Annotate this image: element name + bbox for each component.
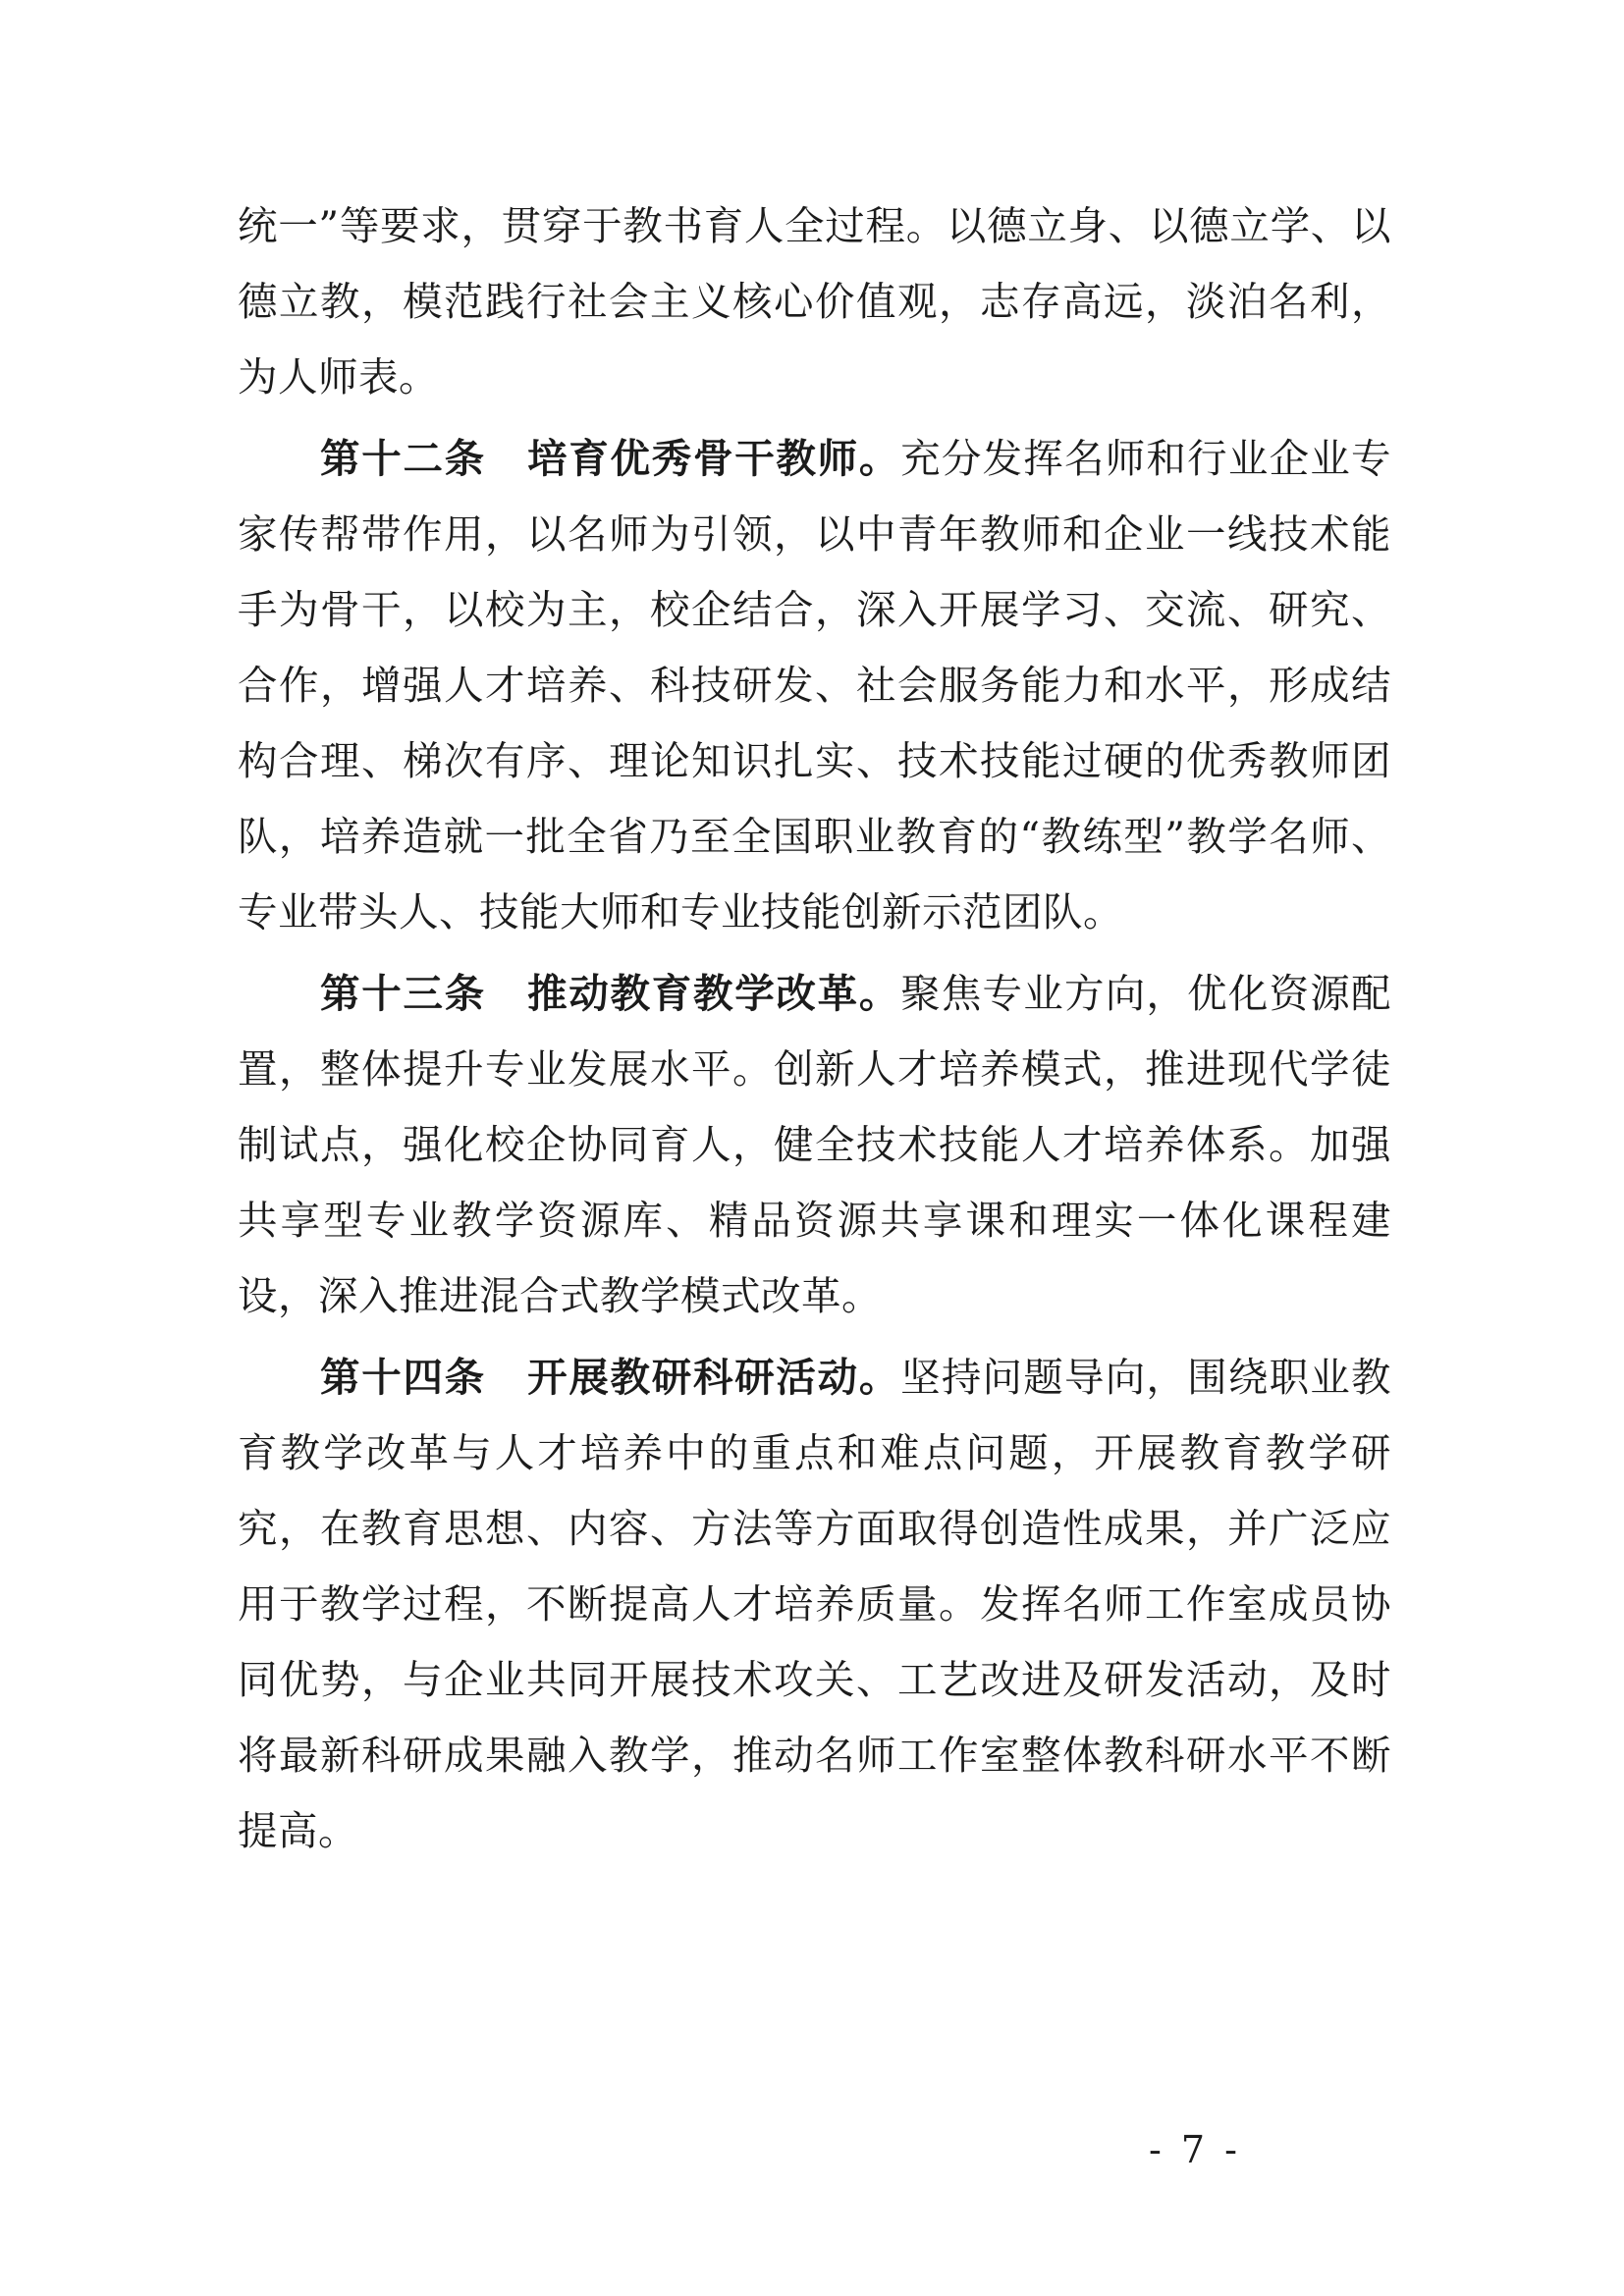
article-thirteen-heading: 第十三条 推动教育教学改革。 — [320, 970, 901, 1017]
article-twelve-text: 充分发挥名师和行业企业专家传帮带作用，以名师为引领，以中青年教师和企业一线技术能手为骨干，以校为主，校企结合，深入开展学习、交流、研究、合作，增强人才培养、科技研发、社会服务能力和水平，形成结构合理、梯次有序、理论知识扎实、技术技能过硬的优秀教师团队，培养造就一批全省乃至全国职业教育的“教练型”教学名师、专业带头人、技能大师和专业技能创新示范团队。 — [238, 435, 1392, 935]
paragraph-continuation — [238, 188, 1391, 415]
article-twelve — [238, 421, 1391, 950]
article-fourteen-heading: 第十四条 开展教研科研活动。 — [320, 1354, 901, 1401]
article-fourteen — [238, 1340, 1391, 1869]
article-twelve-heading: 第十二条 培育优秀骨干教师。 — [320, 435, 901, 482]
page-number-value: - 7 - — [1148, 2128, 1241, 2171]
paragraph-text: 统一”等要求，贯穿于教书育人全过程。以德立身、以德立学、以德立教，模范践行社会主义核心价值观，志存高远，淡泊名利，为人师表。 — [238, 202, 1391, 400]
article-thirteen — [238, 956, 1391, 1334]
page-number — [0, 2128, 1624, 2171]
article-fourteen-text: 坚持问题导向，围绕职业教育教学改革与人才培养中的重点和难点问题，开展教育教学研究，在教育思想、内容、方法等方面取得创造性成果，并广泛应用于教学过程，不断提高人才培养质量。发挥名师工作室成员协同优势，与企业共同开展技术攻关、工艺改进及研发活动，及时将最新科研成果融入教学，推动名师工作室整体教科研水平不断提高。 — [238, 1354, 1392, 1854]
article-thirteen-text: 聚焦专业方向，优化资源配置，整体提升专业发展水平。创新人才培养模式，推进现代学徒制试点，强化校企协同育人，健全技术技能人才培养体系。加强共享型专业教学资源库、精品资源共享课和理实一体化课程建设，深入推进混合式教学模式改革。 — [238, 970, 1392, 1319]
document-body — [238, 188, 1391, 1875]
